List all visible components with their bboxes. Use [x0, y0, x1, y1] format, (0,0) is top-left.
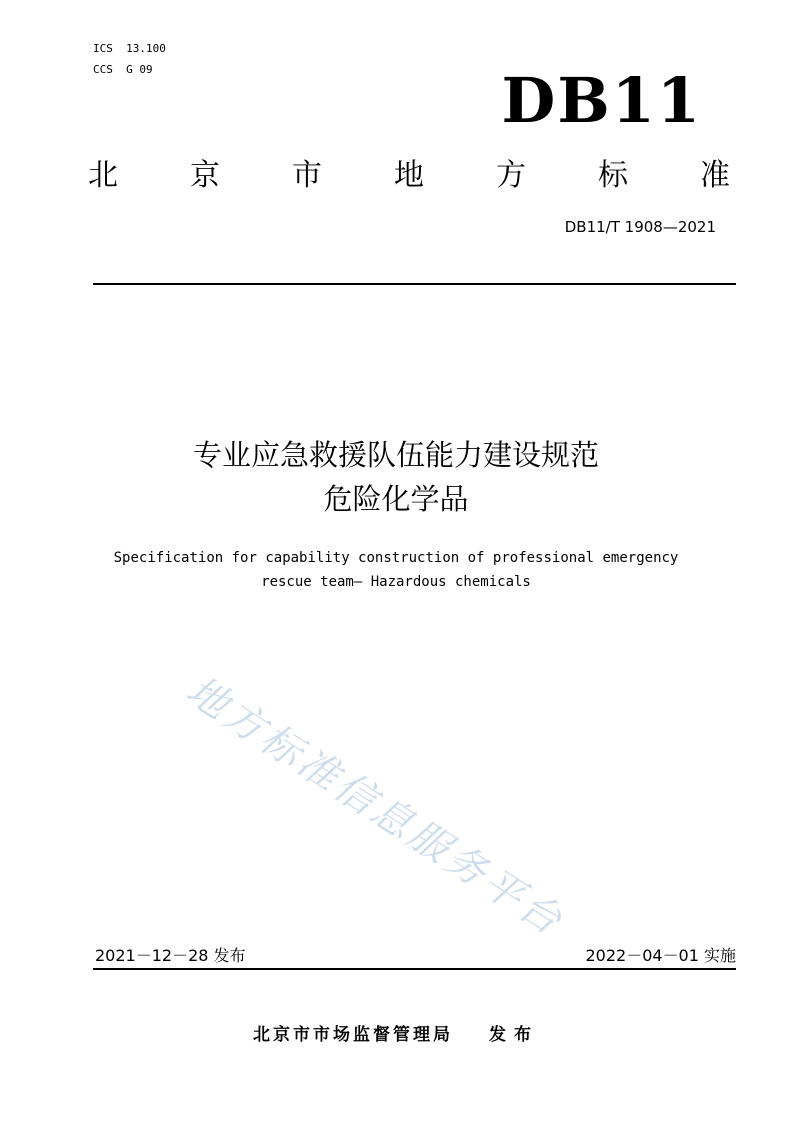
- bottom-divider: [93, 968, 736, 970]
- standard-type-heading: [88, 150, 730, 194]
- classification-codes: [93, 38, 166, 80]
- title-en-line-2: rescue team— Hazardous chemicals: [261, 574, 531, 590]
- standard-type-char: 北: [88, 158, 118, 193]
- title-english: [60, 546, 732, 594]
- standard-type-char: 方: [496, 158, 526, 193]
- issue-date: 2021－12－28 发布: [95, 946, 246, 965]
- title-chinese: [0, 433, 792, 521]
- ccs-code: CCS G 09: [93, 63, 153, 76]
- standard-number: DB11/T 1908—2021: [564, 218, 716, 236]
- standard-type-char: 准: [700, 158, 730, 193]
- ics-code: ICS 13.100: [93, 42, 166, 55]
- watermark: 地方标准信息服务平台: [178, 667, 573, 946]
- title-en-line-1: Specification for capability construction of professional emergency: [113, 550, 679, 566]
- title-zh-line-2: 危险化学品: [323, 482, 469, 516]
- standard-type-char: 标: [598, 158, 628, 193]
- top-divider: [93, 283, 736, 285]
- publisher-issued-label: 发布: [489, 1025, 539, 1045]
- implementation-date: 2022－04－01 实施: [585, 946, 736, 965]
- standard-type-char: 京: [190, 158, 220, 193]
- standard-type-char: 市: [292, 158, 322, 193]
- title-zh-line-1: 专业应急救援队伍能力建设规范: [192, 438, 599, 472]
- publisher: [0, 1022, 792, 1048]
- standard-type-char: 地: [394, 158, 424, 193]
- publisher-name: 北京市市场监督管理局: [253, 1025, 453, 1045]
- db-code-mark: DB11: [501, 64, 702, 137]
